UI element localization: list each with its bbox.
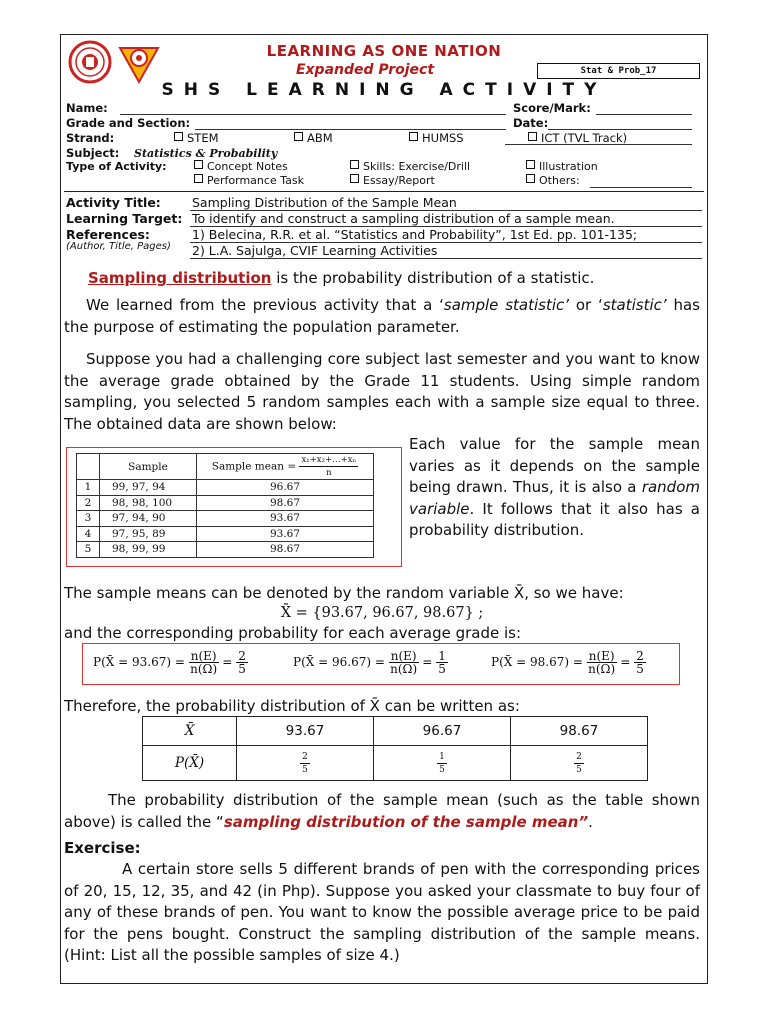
fraction: $\frac{2}{5}$: [238, 649, 246, 676]
name-field[interactable]: [120, 114, 506, 115]
exercise-label: Exercise:: [64, 839, 141, 857]
exercise-text: A certain store sells 5 different brands of pen with the corresponding prices of 20, 15, 12, 35, and 42 (in Php). Suppose you asked your classmate to buy four of any of these brands of pen. You want to know the possible average price to be paid for the pens bought. Construct the sampling distribution of the sample means. (Hint: List all the possible samples of size 4.): [64, 860, 700, 964]
activity-title-label: Activity Title:: [66, 195, 161, 210]
name-label: Name:: [66, 101, 108, 115]
type-essay-option[interactable]: Essay/Report: [350, 174, 435, 187]
table-cell: 98, 99, 99: [100, 542, 197, 558]
reference-1: 1) Belecina, R.R. et al. “Statistics and Probability”, 1st Ed. pp. 101-135;: [192, 227, 638, 242]
table-row: [77, 495, 374, 511]
grade-field[interactable]: [195, 129, 506, 130]
paragraph-2: Suppose you had a challenging core subject last semester and you want to know the average grade obtained by the Grade 11 students. Using simple random sampling, you selected 5 random samples each with a sample size equal to three. The obtained data are shown below:: [64, 350, 700, 433]
paragraph-6: The probability distribution of the sample mean (such as the table shown above) is called the “sampling distribution of the sample mean”.: [64, 791, 700, 831]
ref2-rule: [190, 258, 702, 259]
table-row: [77, 511, 374, 527]
table-cell: 2: [77, 495, 100, 511]
table-cell: [511, 746, 648, 781]
table-cell: 98.67: [511, 717, 648, 746]
table-cell: [237, 746, 374, 781]
sample-means-set: X̄ = {93.67, 96.67, 98.67} ;: [280, 605, 484, 621]
fraction: $\frac{2}{5}$: [302, 751, 308, 775]
others-field[interactable]: [590, 187, 692, 188]
table-header: Sample mean = $\frac{\text{x₁+x₂+…+xₙ}}{n}$: [197, 454, 374, 480]
strand-humss-option[interactable]: HUMSS: [409, 131, 464, 145]
table-header: [77, 454, 100, 480]
table-cell: 98.67: [197, 495, 374, 511]
paragraph-3: The sample means can be denoted by the random variable X̄, so we have:: [64, 584, 624, 602]
strand-rule: [505, 144, 692, 145]
table-row: [77, 480, 374, 496]
table-cell: 98, 98, 100: [100, 495, 197, 511]
type-others-option[interactable]: Others:: [526, 174, 580, 187]
type-illustration-option[interactable]: Illustration: [526, 160, 598, 173]
checkbox-icon: [194, 174, 203, 183]
subject-label: Subject:: [66, 146, 120, 160]
table-cell: 96.67: [197, 480, 374, 496]
fraction: $\frac{1}{5}$: [438, 649, 446, 676]
prob-eq-2: P(X̄ = 96.67) = $\frac{n(E)}{n(\Omega)}$ = $\frac{1}{5}$: [293, 649, 446, 676]
checkbox-icon: [526, 160, 535, 169]
paragraph-4: and the corresponding probability for each average grade is:: [64, 624, 522, 642]
prob-eq-1: P(X̄ = 93.67) = $\frac{n(E)}{n(\Omega)}$ = $\frac{2}{5}$: [93, 649, 246, 676]
code-box: Stat & Prob_17: [537, 63, 700, 79]
strand-label: Strand:: [66, 131, 115, 145]
table-row: [77, 542, 374, 558]
checkbox-icon: [528, 132, 537, 141]
checkbox-icon: [294, 132, 303, 141]
fraction: $\frac{1}{5}$: [439, 751, 445, 775]
header-title: SHS LEARNING ACTIVITY: [161, 80, 607, 100]
table-row: [143, 746, 648, 781]
table-cell: X̄: [143, 717, 237, 746]
target-label: Learning Target:: [66, 211, 183, 226]
checkbox-icon: [194, 160, 203, 169]
checkbox-icon: [350, 160, 359, 169]
type-concept-option[interactable]: Concept Notes: [194, 160, 288, 173]
checkbox-icon: [526, 174, 535, 183]
strand-stem-option[interactable]: STEM: [174, 131, 219, 145]
table-row: [143, 717, 648, 746]
prob-eq-3: P(X̄ = 98.67) = $\frac{n(E)}{n(\Omega)}$ = $\frac{2}{5}$: [491, 649, 644, 676]
grade-label: Grade and Section:: [66, 116, 191, 130]
probability-box: [82, 643, 680, 685]
table-cell: 99, 97, 94: [100, 480, 197, 496]
header-nation: LEARNING AS ONE NATION: [266, 42, 502, 60]
distribution-table: [142, 716, 648, 781]
table-cell: 97, 94, 90: [100, 511, 197, 527]
sample-table: [76, 453, 374, 558]
table-cell: 3: [77, 511, 100, 527]
score-label: Score/Mark:: [513, 101, 591, 115]
activity-title-value: Sampling Distribution of the Sample Mean: [192, 195, 457, 210]
side-text: Each value for the sample mean varies as it depends on the sample being drawn. Thus, it is also a random variable. It follows that it also has a probability distribution.: [409, 435, 700, 539]
target-value: To identify and construct a sampling distribution of a sample mean.: [192, 211, 615, 226]
date-label: Date:: [513, 116, 549, 130]
score-field[interactable]: [596, 114, 692, 115]
table-cell: P(X̄): [143, 746, 237, 781]
subject-value: Statistics & Probability: [134, 147, 278, 160]
table-cell: 93.67: [237, 717, 374, 746]
definition: Sampling distribution is the probability distribution of a statistic.: [88, 269, 595, 287]
table-cell: 97, 95, 89: [100, 526, 197, 542]
reference-2: 2) L.A. Sajulga, CVIF Learning Activities: [192, 243, 438, 258]
type-label: Type of Activity:: [66, 160, 167, 173]
checkbox-icon: [409, 132, 418, 141]
checkbox-icon: [174, 132, 183, 141]
table-row: [77, 526, 374, 542]
header-expanded: Expanded Project: [295, 62, 435, 78]
table-cell: 5: [77, 542, 100, 558]
type-skills-option[interactable]: Skills: Exercise/Drill: [350, 160, 470, 173]
sample-table-box: [66, 447, 402, 567]
strand-ict-option[interactable]: ICT (TVL Track): [528, 131, 627, 145]
fraction: $\frac{2}{5}$: [576, 751, 582, 775]
checkbox-icon: [350, 174, 359, 183]
table-cell: 98.67: [197, 542, 374, 558]
table-cell: 93.67: [197, 511, 374, 527]
paragraph-1: We learned from the previous activity that a ‘sample statistic’ or ‘statistic’ has the purpose of estimating the population parameter.: [64, 296, 700, 336]
table-header: Sample: [100, 454, 197, 480]
fraction: $\frac{n(E)}{n(\Omega)}$: [588, 649, 616, 676]
table-cell: [374, 746, 511, 781]
type-performance-option[interactable]: Performance Task: [194, 174, 304, 187]
fraction: $\frac{n(E)}{n(\Omega)}$: [190, 649, 218, 676]
date-field[interactable]: [548, 129, 692, 130]
paragraph-5: Therefore, the probability distribution of X̄ can be written as:: [64, 697, 520, 715]
table-cell: 96.67: [374, 717, 511, 746]
table-cell: 93.67: [197, 526, 374, 542]
references-label: References:: [66, 227, 150, 242]
fraction: $\frac{2}{5}$: [636, 649, 644, 676]
section-divider: [64, 191, 704, 192]
fraction: $\frac{n(E)}{n(\Omega)}$: [390, 649, 418, 676]
references-sub: (Author, Title, Pages): [66, 241, 171, 252]
strand-abm-option[interactable]: ABM: [294, 131, 333, 145]
mean-formula: $\frac{\text{x₁+x₂+…+xₙ}}{n}$: [301, 455, 357, 478]
table-cell: 1: [77, 480, 100, 496]
table-cell: 4: [77, 526, 100, 542]
